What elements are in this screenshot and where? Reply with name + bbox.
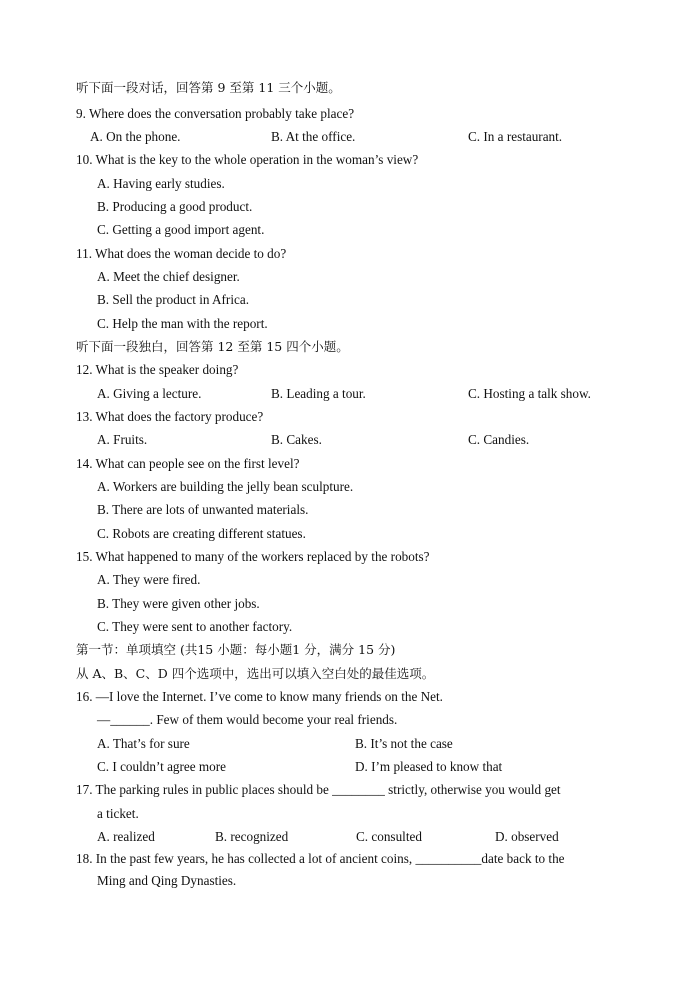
question-15-option-b: B. They were given other jobs. xyxy=(97,596,260,611)
question-13-stem: 13. What does the factory produce? xyxy=(76,409,264,424)
question-14-stem: 14. What can people see on the first level? xyxy=(76,456,300,471)
question-14-option-c: C. Robots are creating different statues. xyxy=(97,526,306,541)
section-intro-12-15: 听下面一段独白，回答第 12 至第 15 四个小题。 xyxy=(76,339,349,354)
question-14-option-a: A. Workers are building the jelly bean sculpture. xyxy=(97,479,354,494)
question-16-reply: —______. Few of them would become your real friends. xyxy=(97,712,398,727)
question-16-option-a: A. That’s for sure xyxy=(97,736,190,751)
section-intro-9-11: 听下面一段对话，回答第 9 至第 11 三个小题。 xyxy=(76,80,341,95)
question-17-option-d: D. observed xyxy=(495,829,559,844)
question-16-option-d: D. I’m pleased to know that xyxy=(355,759,503,774)
question-12-option-c: C. Hosting a talk show. xyxy=(468,386,591,401)
question-9-option-a: A. On the phone. xyxy=(90,129,181,144)
question-12-option-b: B. Leading a tour. xyxy=(271,386,366,401)
question-13-option-a: A. Fruits. xyxy=(97,432,148,447)
question-13-option-b: B. Cakes. xyxy=(271,432,322,447)
question-15-option-c: C. They were sent to another factory. xyxy=(97,619,293,634)
question-17-option-b: B. recognized xyxy=(215,829,289,844)
question-18-stem-continued: Ming and Qing Dynasties. xyxy=(97,873,237,888)
question-18-stem: 18. In the past few years, he has collected a lot of ancient coins, __________date back to the xyxy=(76,851,565,866)
question-14-option-b: B. There are lots of unwanted materials. xyxy=(97,502,309,517)
question-10-option-c: C. Getting a good import agent. xyxy=(97,222,265,237)
part-heading: 第一节：单项填空 (共15 小题：每小题1 分，满分 15 分) xyxy=(76,642,396,657)
part-instructions: 从 A、B、C、D 四个选项中，选出可以填入空白处的最佳选项。 xyxy=(76,666,435,681)
question-12-stem: 12. What is the speaker doing? xyxy=(76,362,239,377)
question-16-option-c: C. I couldn’t agree more xyxy=(97,759,227,774)
question-17-option-c: C. consulted xyxy=(356,829,422,844)
question-9-option-b: B. At the office. xyxy=(271,129,356,144)
question-15-stem: 15. What happened to many of the workers replaced by the robots? xyxy=(76,549,430,564)
question-9-option-c: C. In a restaurant. xyxy=(468,129,563,144)
question-11-option-c: C. Help the man with the report. xyxy=(97,316,268,331)
question-11-option-b: B. Sell the product in Africa. xyxy=(97,292,249,307)
question-17-stem: 17. The parking rules in public places should be ________ strictly, otherwise you would get xyxy=(76,782,561,797)
question-17-option-a: A. realized xyxy=(97,829,155,844)
question-13-option-c: C. Candies. xyxy=(468,432,530,447)
question-9-stem: 9. Where does the conversation probably take place? xyxy=(76,106,355,121)
question-10-option-b: B. Producing a good product. xyxy=(97,199,253,214)
question-17-stem-continued: a ticket. xyxy=(97,806,139,821)
question-16-option-b: B. It’s not the case xyxy=(355,736,453,751)
question-10-option-a: A. Having early studies. xyxy=(97,176,225,191)
question-16-stem: 16. —I love the Internet. I’ve come to know many friends on the Net. xyxy=(76,689,443,704)
question-11-stem: 11. What does the woman decide to do? xyxy=(76,246,287,261)
question-12-option-a: A. Giving a lecture. xyxy=(97,386,202,401)
question-10-stem: 10. What is the key to the whole operation in the woman’s view? xyxy=(76,152,419,167)
question-15-option-a: A. They were fired. xyxy=(97,572,201,587)
question-11-option-a: A. Meet the chief designer. xyxy=(97,269,240,284)
